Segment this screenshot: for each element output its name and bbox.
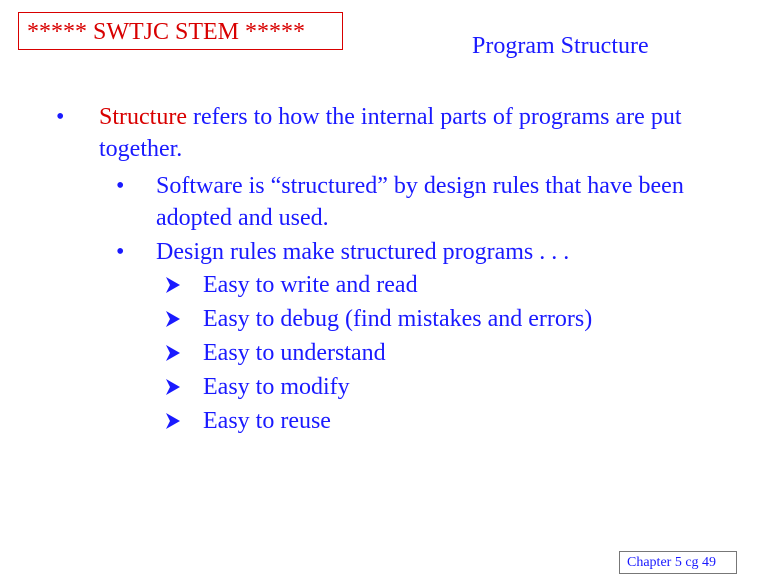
- arrow-bullet-icon: [165, 405, 203, 437]
- slide-footer: [619, 551, 737, 574]
- header-banner-text: ***** SWTJC STEM *****: [27, 19, 306, 45]
- quality-item: [165, 303, 592, 335]
- slide-number-label: Chapter 5 cg 49: [627, 555, 717, 570]
- quality-text: Easy to debug (find mistakes and errors): [203, 306, 593, 332]
- arrow-bullet-icon: [165, 269, 203, 301]
- arrow-bullet-icon: [165, 337, 203, 369]
- bullet-dot-icon: •: [56, 104, 65, 130]
- quality-text: Easy to understand: [203, 340, 386, 366]
- main-point-text: refers to how the internal parts of programs are put together.: [99, 104, 682, 162]
- quality-item: [165, 269, 418, 301]
- slide-title: Program Structure: [472, 33, 649, 59]
- sub-point: Software is “structured” by design rules that have been adopted and used.: [156, 173, 684, 231]
- quality-text: Easy to write and read: [203, 272, 418, 298]
- bullet-dot-icon: •: [116, 173, 125, 199]
- arrow-bullet-icon: [165, 303, 203, 335]
- header-banner: [18, 12, 343, 50]
- main-point-keyword: Structure: [99, 104, 187, 130]
- arrow-bullet-icon: [165, 371, 203, 403]
- quality-item: [165, 405, 331, 437]
- quality-item: [165, 371, 350, 403]
- main-point: [99, 101, 739, 165]
- sub-point: Design rules make structured programs . . .: [156, 239, 570, 265]
- quality-item: [165, 337, 386, 369]
- quality-text: Easy to reuse: [203, 408, 331, 434]
- bullet-dot-icon: •: [116, 239, 125, 265]
- quality-text: Easy to modify: [203, 374, 350, 400]
